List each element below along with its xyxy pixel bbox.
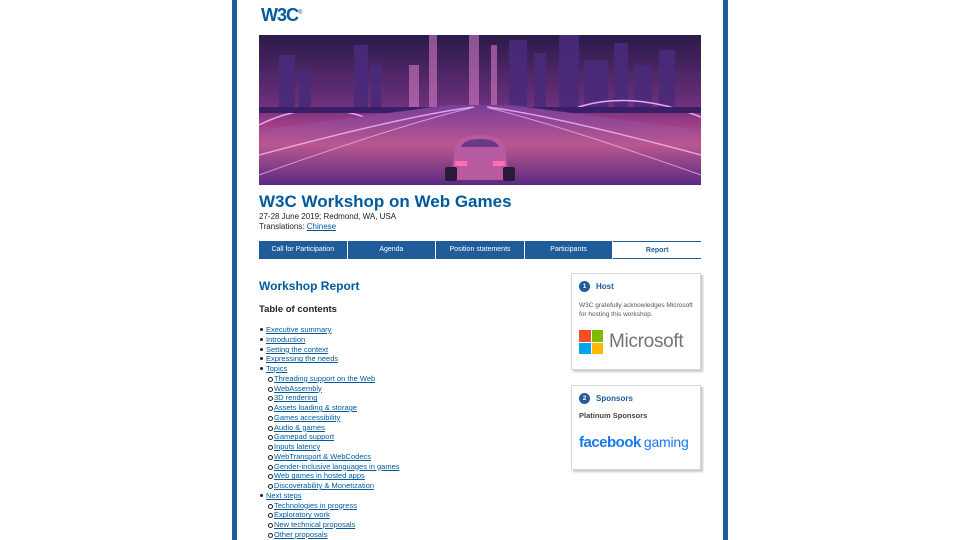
nav-call-for-participation[interactable]: Call for Participation	[259, 241, 347, 259]
page-frame	[232, 0, 728, 540]
toc-link[interactable]: Gender-inclusive languages in games	[274, 461, 400, 471]
microsoft-wordmark: Microsoft	[609, 331, 684, 352]
nav-participants[interactable]: Participants	[525, 241, 613, 259]
toc-item	[266, 462, 400, 472]
toc-link[interactable]: Audio & games	[274, 422, 325, 432]
gaming-wordmark: gaming	[643, 434, 689, 450]
toc-link[interactable]: Discoverability & Monetization	[274, 481, 375, 490]
toc-item	[266, 442, 400, 452]
w3c-logo[interactable]	[261, 5, 301, 26]
w3c-logo-reg: ®	[298, 10, 302, 16]
toc-item	[266, 452, 400, 462]
toc-item	[266, 491, 400, 501]
toc-link[interactable]: New technical proposals	[274, 520, 356, 529]
toc-item	[266, 393, 400, 403]
toc-item	[266, 471, 400, 481]
host-number-badge: 1	[579, 281, 590, 292]
sponsors-number-badge: 2	[579, 393, 590, 404]
toc-link[interactable]: WebAssembly	[274, 383, 322, 393]
sponsors-card	[571, 385, 701, 470]
toc-link[interactable]: Technologies in progress	[274, 500, 357, 510]
toc-item	[266, 423, 400, 433]
microsoft-logo[interactable]	[579, 330, 683, 354]
toc-link[interactable]: Setting the context	[266, 344, 329, 354]
report-heading: Workshop Report	[259, 279, 360, 293]
toc-item	[266, 384, 400, 394]
hero-banner	[259, 35, 701, 185]
toc-link[interactable]: Assets loading & storage	[274, 403, 357, 412]
platinum-sponsors-label: Platinum Sponsors	[579, 411, 648, 420]
toc-link[interactable]: Executive summary	[266, 325, 332, 334]
toc-link[interactable]: Expressing the needs	[266, 354, 339, 364]
host-card	[571, 273, 701, 370]
facebook-wordmark: facebook	[579, 434, 641, 451]
nav-report[interactable]: Report	[613, 241, 701, 259]
toc-link[interactable]: Web games in hosted apps	[274, 471, 365, 481]
toc-item	[266, 481, 400, 491]
toc-item	[266, 403, 400, 413]
microsoft-grid-icon	[579, 330, 603, 354]
translations-line	[259, 222, 336, 231]
toc-item	[266, 530, 400, 540]
event-dateline: 27-28 June 2019; Redmond, WA, USA	[259, 212, 397, 221]
host-card-header	[572, 274, 700, 292]
toc-link[interactable]: WebTransport & WebCodecs	[274, 451, 371, 461]
sponsors-card-title: Sponsors	[596, 394, 633, 403]
toc-link[interactable]: 3D rendering	[274, 393, 318, 403]
toc-link[interactable]: Threading support on the Web	[274, 373, 376, 383]
toc-item	[266, 501, 400, 511]
translation-link-chinese[interactable]: Chinese	[306, 222, 337, 231]
toc-item	[266, 345, 400, 355]
toc-item	[266, 413, 400, 423]
toc-item	[266, 325, 400, 335]
host-card-title: Host	[596, 282, 614, 291]
main-nav	[259, 241, 701, 259]
toc-item	[266, 510, 400, 520]
toc-link[interactable]: Other proposals	[274, 529, 328, 539]
toc-heading: Table of contents	[259, 304, 337, 315]
toc-link[interactable]: Introduction	[266, 334, 306, 344]
toc-link[interactable]: Inputs latency	[274, 442, 321, 451]
toc-link[interactable]: Gamepad support	[274, 432, 335, 442]
w3c-logo-text: W3C	[261, 5, 298, 25]
toc-item	[266, 520, 400, 530]
nav-agenda[interactable]: Agenda	[348, 241, 436, 259]
toc-item	[266, 374, 400, 384]
hero-illustration	[259, 35, 701, 185]
table-of-contents	[266, 325, 400, 540]
toc-item	[266, 364, 400, 374]
toc-item	[266, 354, 400, 364]
toc-link[interactable]: Games accessibility	[274, 412, 341, 422]
toc-link[interactable]: Next steps	[266, 490, 302, 500]
toc-item	[266, 335, 400, 345]
translations-label: Translations:	[259, 222, 305, 231]
host-acknowledgement: W3C gratefully acknowledges Microsoft for hosting this workshop.	[579, 302, 693, 318]
facebook-gaming-logo[interactable]	[579, 434, 689, 451]
toc-link[interactable]: Topics	[266, 364, 288, 373]
nav-position-statements[interactable]: Position statements	[436, 241, 524, 259]
toc-link[interactable]: Exploratory work	[274, 510, 330, 520]
sponsors-card-header	[572, 386, 700, 404]
page-title: W3C Workshop on Web Games	[259, 192, 512, 211]
toc-item	[266, 432, 400, 442]
